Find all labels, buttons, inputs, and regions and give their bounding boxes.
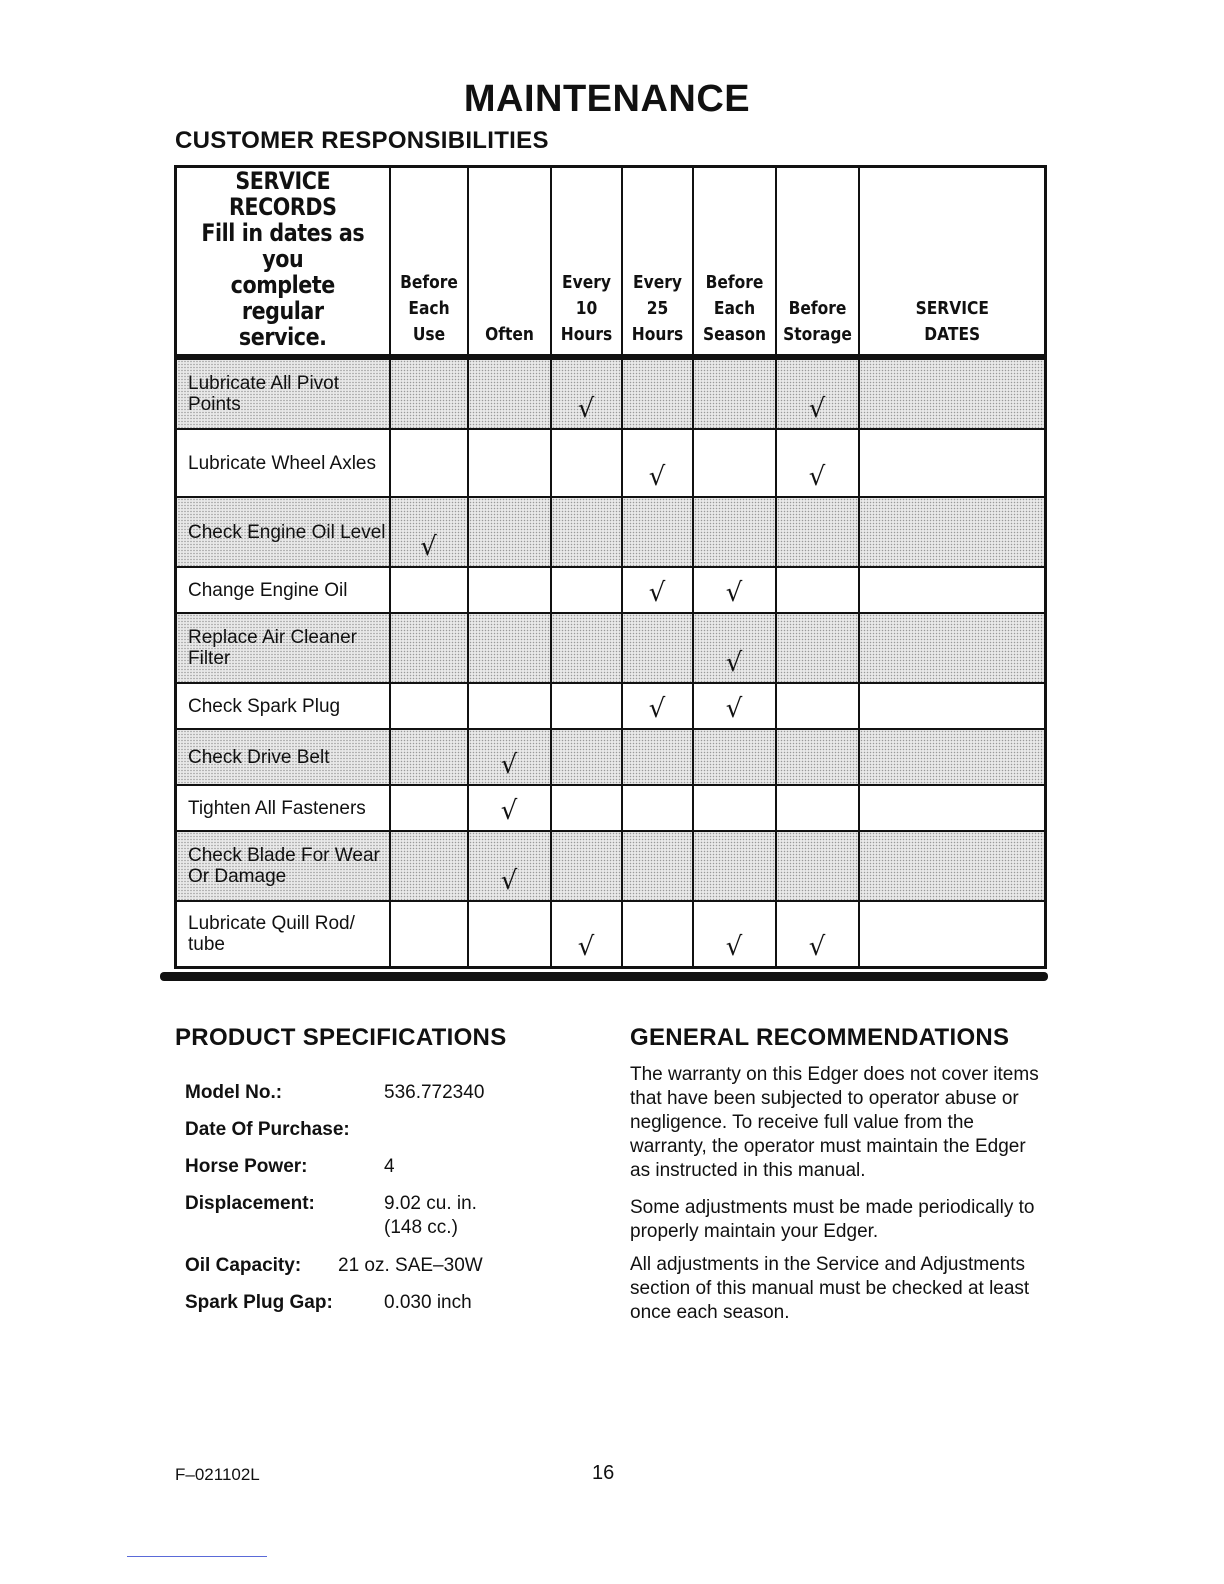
spec-label: Date Of Purchase: xyxy=(185,1119,350,1140)
col-every-25-hours xyxy=(622,167,693,358)
recommendation-text: Some adjustments must be made periodically to properly maintain your Edger. xyxy=(630,1197,1035,1242)
service-date-cell xyxy=(859,357,1046,429)
spec-label: Displacement: xyxy=(185,1193,315,1214)
col-before-each-use xyxy=(390,167,468,358)
table-row xyxy=(176,357,1046,429)
col-line: Each xyxy=(407,298,450,319)
empty-cell xyxy=(551,785,622,831)
empty-cell xyxy=(390,729,468,785)
empty-cell xyxy=(622,497,693,567)
empty-cell xyxy=(776,613,859,683)
empty-cell xyxy=(776,831,859,901)
empty-cell xyxy=(390,613,468,683)
table-row xyxy=(176,785,1046,831)
header-line: SERVICE xyxy=(235,167,331,195)
spec-value: 4 xyxy=(384,1156,395,1177)
recommendation-text: All adjustments in the Service and Adjustments section of this manual must be checked at least once each season. xyxy=(630,1254,1030,1323)
check-mark: √ xyxy=(776,901,859,967)
empty-cell xyxy=(468,429,551,497)
empty-cell xyxy=(551,429,622,497)
empty-cell xyxy=(693,497,776,567)
empty-cell xyxy=(693,357,776,429)
header-line: RECORDS xyxy=(228,193,337,221)
empty-cell xyxy=(551,831,622,901)
service-date-cell xyxy=(859,613,1046,683)
empty-cell xyxy=(390,785,468,831)
header-line: service. xyxy=(238,323,327,351)
task-name: Check Spark Plug xyxy=(176,683,390,729)
empty-cell xyxy=(551,567,622,613)
check-mark: √ xyxy=(551,901,622,967)
page-title: MAINTENANCE xyxy=(463,78,751,120)
task-name: Replace Air Cleaner Filter xyxy=(176,613,390,683)
empty-cell xyxy=(468,683,551,729)
check-mark: √ xyxy=(693,567,776,613)
empty-cell xyxy=(390,567,468,613)
col-line: Before xyxy=(705,272,763,293)
service-records-table xyxy=(174,165,1047,969)
check-mark: √ xyxy=(468,729,551,785)
empty-cell xyxy=(693,831,776,901)
table-row xyxy=(176,567,1046,613)
empty-cell xyxy=(622,901,693,967)
col-line: Often xyxy=(484,324,534,345)
empty-cell xyxy=(622,613,693,683)
empty-cell xyxy=(776,567,859,613)
task-name: Lubricate Wheel Axles xyxy=(176,429,390,497)
empty-cell xyxy=(776,683,859,729)
spec-label: Oil Capacity: xyxy=(185,1255,302,1276)
page-number: 16 xyxy=(592,1462,615,1484)
check-mark: √ xyxy=(776,357,859,429)
spec-label: Spark Plug Gap: xyxy=(185,1292,333,1313)
document-code: F–021102L xyxy=(175,1465,260,1484)
col-line: Every xyxy=(632,272,682,293)
general-recommendations-heading: GENERAL RECOMMENDATIONS xyxy=(630,1024,1010,1051)
empty-cell xyxy=(390,901,468,967)
col-line: Before xyxy=(788,298,846,319)
spec-label: Horse Power: xyxy=(185,1156,308,1177)
service-date-cell xyxy=(859,497,1046,567)
bottom-edge-line xyxy=(127,1556,267,1557)
empty-cell xyxy=(693,429,776,497)
col-line: Before xyxy=(399,272,458,293)
table-row xyxy=(176,429,1046,497)
check-mark: √ xyxy=(622,429,693,497)
empty-cell xyxy=(622,831,693,901)
col-line: 10 xyxy=(575,298,597,319)
task-name: Check Drive Belt xyxy=(176,729,390,785)
empty-cell xyxy=(551,683,622,729)
empty-cell xyxy=(390,831,468,901)
check-mark: √ xyxy=(693,683,776,729)
table-row xyxy=(176,497,1046,567)
table-row xyxy=(176,901,1046,967)
empty-cell xyxy=(776,785,859,831)
product-specifications-heading: PRODUCT SPECIFICATIONS xyxy=(175,1024,507,1051)
recommendation-paragraph xyxy=(630,1196,1050,1244)
empty-cell xyxy=(468,613,551,683)
service-date-cell xyxy=(859,429,1046,497)
customer-responsibilities-heading: CUSTOMER RESPONSIBILITIES xyxy=(175,127,549,154)
empty-cell xyxy=(390,429,468,497)
table-row xyxy=(176,831,1046,901)
table-row xyxy=(176,683,1046,729)
task-name: Check Engine Oil Level xyxy=(176,497,390,567)
section-divider xyxy=(160,972,1048,981)
task-name: Lubricate All Pivot Points xyxy=(176,357,390,429)
header-line: complete regular xyxy=(230,271,335,325)
table-header-row xyxy=(176,167,1046,358)
check-mark: √ xyxy=(551,357,622,429)
service-date-cell xyxy=(859,901,1046,967)
col-every-10-hours xyxy=(551,167,622,358)
col-line: 25 xyxy=(646,298,668,319)
col-line: Storage xyxy=(782,324,852,345)
service-records-header xyxy=(176,167,390,358)
recommendation-text: The warranty on this Edger does not cover items that have been subjected to operator abuse or negligence. To receive full value from the warranty, the operator must maintain the Edger as instructed in this manual. xyxy=(630,1064,1039,1181)
spec-value: 0.030 inch xyxy=(384,1292,472,1313)
service-date-cell xyxy=(859,785,1046,831)
table-row xyxy=(176,729,1046,785)
col-line: Hours xyxy=(560,324,612,345)
service-date-cell xyxy=(859,567,1046,613)
col-line: Every xyxy=(561,272,611,293)
task-name: Change Engine Oil xyxy=(176,567,390,613)
empty-cell xyxy=(468,357,551,429)
recommendation-paragraph xyxy=(630,1063,1050,1183)
check-mark: √ xyxy=(390,497,468,567)
col-line: Season xyxy=(702,324,766,345)
col-before-each-season xyxy=(693,167,776,358)
empty-cell xyxy=(468,497,551,567)
empty-cell xyxy=(693,785,776,831)
table-row xyxy=(176,613,1046,683)
check-mark: √ xyxy=(468,831,551,901)
col-line: Use xyxy=(412,324,445,345)
empty-cell xyxy=(468,901,551,967)
empty-cell xyxy=(622,729,693,785)
empty-cell xyxy=(776,497,859,567)
spec-value: 21 oz. SAE–30W xyxy=(338,1255,483,1276)
col-before-storage xyxy=(776,167,859,358)
empty-cell xyxy=(468,567,551,613)
service-date-cell xyxy=(859,729,1046,785)
spec-value: (148 cc.) xyxy=(384,1217,458,1238)
spec-value: 536.772340 xyxy=(384,1082,485,1103)
col-service-dates xyxy=(859,167,1046,358)
empty-cell xyxy=(693,729,776,785)
empty-cell xyxy=(622,785,693,831)
col-line: Hours xyxy=(631,324,683,345)
service-date-cell xyxy=(859,683,1046,729)
check-mark: √ xyxy=(693,613,776,683)
col-line: DATES xyxy=(923,324,980,345)
task-name: Tighten All Fasteners xyxy=(176,785,390,831)
spec-label: Model No.: xyxy=(185,1082,283,1103)
col-line: Each xyxy=(713,298,755,319)
empty-cell xyxy=(776,729,859,785)
check-mark: √ xyxy=(468,785,551,831)
empty-cell xyxy=(622,357,693,429)
check-mark: √ xyxy=(776,429,859,497)
col-often xyxy=(468,167,551,358)
check-mark: √ xyxy=(693,901,776,967)
empty-cell xyxy=(390,683,468,729)
check-mark: √ xyxy=(622,567,693,613)
service-date-cell xyxy=(859,831,1046,901)
task-name: Check Blade For Wear Or Damage xyxy=(176,831,390,901)
spec-value: 9.02 cu. in. xyxy=(384,1193,477,1214)
header-line: Fill in dates as you xyxy=(201,219,365,273)
empty-cell xyxy=(551,497,622,567)
recommendation-paragraph xyxy=(630,1253,1050,1325)
task-name: Lubricate Quill Rod/ tube xyxy=(176,901,390,967)
col-line: SERVICE xyxy=(915,298,989,319)
check-mark: √ xyxy=(622,683,693,729)
empty-cell xyxy=(390,357,468,429)
empty-cell xyxy=(551,613,622,683)
empty-cell xyxy=(551,729,622,785)
